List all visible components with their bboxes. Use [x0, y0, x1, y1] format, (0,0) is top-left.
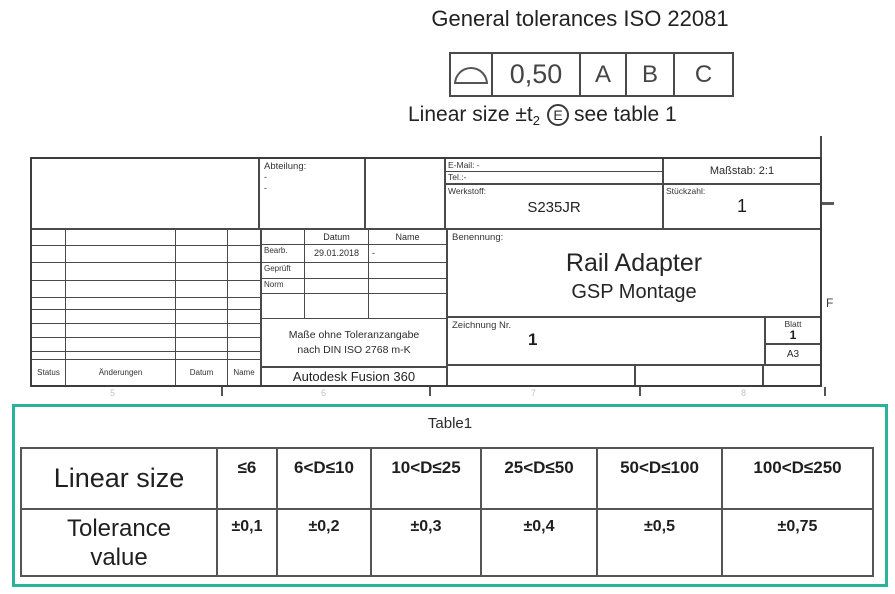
value-cell: ±0,2 — [278, 510, 372, 575]
contact-row — [446, 159, 820, 185]
revision-row — [32, 246, 260, 263]
tolerance-note-cell — [262, 318, 446, 366]
centering-mark — [822, 202, 834, 205]
row1-header: Linear size — [22, 449, 218, 508]
empty-cell — [176, 338, 228, 351]
linear-size-note-suffix: see table 1 — [573, 103, 677, 126]
approval-row-bearb — [262, 245, 446, 263]
material-value: S235JR — [527, 199, 581, 216]
value-cell: ±0,5 — [598, 510, 723, 575]
revision-row — [32, 298, 260, 310]
empty-cell — [176, 310, 228, 323]
approval-row-norm — [262, 279, 446, 294]
empty-cell — [176, 298, 228, 309]
table1-title: Table1 — [427, 415, 473, 432]
range-cell: 25<D≤50 — [482, 449, 598, 508]
email-label: E-Mail: - — [446, 159, 662, 172]
name-header: Name — [395, 232, 420, 242]
approval-blank-row — [262, 294, 446, 318]
range-cell: 100<D≤250 — [753, 458, 842, 477]
format-value: A3 — [786, 349, 800, 360]
value-cell: ±0,1 — [218, 510, 278, 575]
empty-cell — [66, 298, 176, 309]
empty-cell — [228, 263, 260, 280]
software-label: Autodesk Fusion 360 — [262, 366, 446, 385]
table1-range-row — [22, 449, 872, 510]
general-tolerances-title: General tolerances ISO 22081 — [431, 6, 729, 31]
empty-cell — [448, 366, 636, 385]
empty-cell — [32, 246, 66, 262]
tolerance-table — [20, 447, 874, 577]
empty-cell — [32, 324, 66, 337]
empty-cell — [66, 338, 176, 351]
revision-row — [32, 310, 260, 324]
empty-cell — [262, 230, 305, 244]
empty-cell — [66, 310, 176, 323]
datum-header: Datum — [305, 230, 369, 244]
empty-cell — [176, 263, 228, 280]
revision-row — [32, 263, 260, 281]
revision-row — [32, 338, 260, 352]
empty-cell — [228, 298, 260, 309]
tolerance-table-panel — [12, 404, 888, 587]
revision-grid — [32, 230, 262, 385]
empty-cell — [66, 324, 176, 337]
value-cell: ±0,3 — [372, 510, 482, 575]
row-name: - — [372, 248, 375, 258]
tel-label: Tel.:- — [448, 172, 467, 182]
row2-header — [22, 510, 218, 575]
drawing-number-cell — [448, 318, 766, 364]
approval-column — [262, 230, 448, 385]
row-label: Geprüft — [262, 263, 305, 278]
empty-cell — [32, 230, 66, 245]
surface-profile-icon — [454, 67, 488, 84]
revision-row — [32, 324, 260, 338]
empty-cell — [66, 352, 176, 359]
material-label: Werkstoff: — [448, 186, 486, 196]
part-name-cell — [448, 230, 820, 318]
row-label: Bearb. — [262, 245, 305, 262]
empty-cell — [228, 324, 260, 337]
fcf-tolerance-value: 0,50 — [493, 54, 581, 95]
empty-cell — [32, 281, 66, 297]
tolerance-note-line2: nach DIN ISO 2768 m-K — [297, 343, 411, 356]
empty-cell — [32, 263, 66, 280]
abteilung-value: - — [264, 172, 267, 182]
empty-cell — [176, 352, 228, 359]
row2-header-line1: Tolerance — [66, 514, 172, 542]
empty-cell — [32, 159, 260, 228]
zone-tick — [429, 387, 431, 396]
quantity-label: Stückzahl: — [666, 186, 706, 196]
zone-number: 5 — [110, 388, 116, 398]
range-cell: 6<D≤10 — [278, 449, 372, 508]
zeichnung-label: Zeichnung Nr. — [452, 320, 512, 331]
empty-cell — [176, 281, 228, 297]
part-name-line1: Rail Adapter — [565, 249, 703, 277]
title-block — [30, 157, 822, 387]
zone-number: 8 — [741, 388, 747, 398]
empty-cell — [66, 281, 176, 297]
approval-row-geprueft — [262, 263, 446, 279]
empty-cell — [228, 338, 260, 351]
abteilung-value: - — [264, 183, 267, 193]
row-datum — [305, 263, 369, 278]
empty-cell — [32, 338, 66, 351]
empty-cell — [764, 366, 820, 385]
fcf-datum-c: C — [694, 60, 713, 88]
part-name-line2: GSP Montage — [571, 281, 697, 303]
zone-tick — [824, 387, 826, 396]
name-label: Name — [233, 368, 255, 377]
status-label: Status — [32, 360, 66, 385]
row-name — [369, 279, 446, 293]
empty-cell — [228, 310, 260, 323]
zone-tick — [221, 387, 223, 396]
empty-cell — [366, 159, 446, 228]
range-cell: 50<D≤100 — [598, 449, 723, 508]
linear-size-note-subscript: 2 — [532, 112, 540, 128]
row-datum — [305, 279, 369, 293]
zone-number: 7 — [531, 388, 537, 398]
sheet-border-line — [820, 136, 822, 157]
abteilung-label: Abteilung: — [264, 161, 307, 172]
bottom-strip — [448, 366, 820, 385]
empty-cell — [32, 352, 66, 359]
empty-cell — [228, 230, 260, 245]
linear-size-note — [408, 103, 677, 127]
value-cell: ±0,75 — [777, 518, 818, 535]
scale-cell: Maßstab: 2:1 — [709, 165, 775, 177]
material-row — [446, 185, 820, 228]
empty-cell — [369, 294, 446, 318]
row-datum: 29.01.2018 — [305, 245, 369, 262]
empty-cell — [228, 281, 260, 297]
quantity-cell — [664, 185, 820, 228]
abteilung-cell — [260, 159, 366, 228]
table1-value-row — [22, 510, 872, 575]
empty-cell — [262, 294, 305, 318]
zone-number: 6 — [321, 388, 327, 398]
title-block-top-band — [32, 159, 820, 230]
quantity-value: 1 — [736, 196, 747, 216]
blatt-label: Blatt — [784, 319, 802, 329]
empty-cell — [32, 298, 66, 309]
feature-control-frame — [449, 52, 734, 97]
benennung-label: Benennung: — [452, 232, 504, 243]
contact-material-block — [446, 159, 820, 228]
empty-cell — [228, 352, 260, 359]
empty-cell — [176, 246, 228, 262]
zeichnung-value: 1 — [528, 330, 538, 349]
tolerance-note-line1: Maße ohne Toleranzangabe — [288, 329, 420, 342]
value-cell: ±0,4 — [482, 510, 598, 575]
title-block-main-band — [32, 230, 820, 385]
empty-cell — [176, 230, 228, 245]
approval-header-row — [262, 230, 446, 245]
row-label: Norm — [262, 279, 305, 293]
zone-letter: F — [826, 296, 834, 310]
range-cell: ≤6 — [218, 449, 278, 508]
empty-cell — [66, 230, 176, 245]
empty-cell — [176, 324, 228, 337]
drawing-number-band — [448, 318, 820, 366]
linear-size-note-prefix: Linear size ±t — [408, 103, 533, 126]
empty-cell — [305, 294, 369, 318]
revision-row — [32, 230, 260, 246]
revision-header-row — [32, 360, 260, 385]
empty-cell — [228, 246, 260, 262]
row-name — [369, 263, 446, 278]
revision-row — [32, 352, 260, 360]
sheet-info-stack — [766, 318, 820, 364]
material-cell — [446, 185, 664, 228]
aenderungen-label: Änderungen — [66, 360, 176, 385]
datum-label: Datum — [176, 360, 228, 385]
fcf-datum-a: A — [581, 54, 627, 95]
envelope-symbol-icon: E — [547, 104, 569, 126]
fcf-symbol-cell — [451, 54, 493, 95]
contact-cell — [446, 159, 664, 183]
sheet-cell — [766, 318, 820, 345]
blatt-value: 1 — [789, 328, 797, 342]
fcf-datum-b: B — [627, 54, 675, 95]
empty-cell — [66, 246, 176, 262]
range-cell: 10<D≤25 — [372, 449, 482, 508]
empty-cell — [636, 366, 764, 385]
empty-cell — [66, 263, 176, 280]
row2-header-line2: value — [90, 543, 148, 571]
identification-column — [448, 230, 820, 385]
empty-cell — [32, 310, 66, 323]
zone-tick — [639, 387, 641, 396]
revision-row — [32, 281, 260, 298]
